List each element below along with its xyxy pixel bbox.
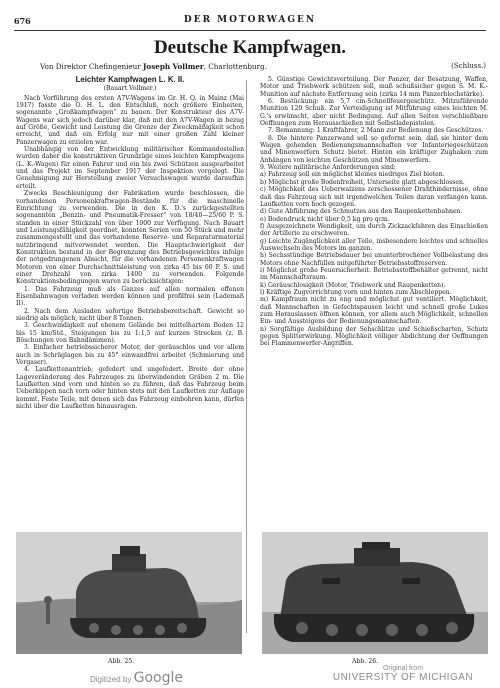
figure-caption: Abb. 25. bbox=[108, 658, 135, 665]
digitized-label: Digitized by bbox=[90, 675, 132, 684]
list-item: c) Möglichkeit des Ueberwalzens zerschossener Drahthindernisse, ohne daß das Fahrzeug sich mit irgendwelchen Teilen daran verfangen kann. Laufketten vorn hoch gezogen. bbox=[260, 186, 488, 208]
paragraph: 7. Bemannung: 1 Kraftfahrer, 2 Mann zur Bedienung des Geschützes. bbox=[268, 127, 484, 135]
tank-photo-1 bbox=[16, 532, 242, 654]
section-subheading: (Bauart Vollmer.) bbox=[103, 85, 157, 93]
byline-suffix: , Charlottenburg. bbox=[203, 62, 267, 71]
original-from-watermark bbox=[318, 665, 488, 683]
continuation-note: (Schluss.) bbox=[451, 62, 486, 70]
byline-prefix: Von Direktor Chefingenieur bbox=[40, 62, 144, 71]
section-heading: Leichter Kampfwagen L. K. II. bbox=[75, 75, 185, 84]
paragraph: Nach Vorführung des ersten A7V-Wagens im Gr. H. Q. in Mainz (Mai 1917) fasste die O. H. L. den Entschluß, noch größere Einheiten, sogenannte „Großkampfwagen“ zu bauen. Der Konstrukteur des A7V-Wagens war sich jedoch darüber klar, daß mit den A7V-Wagen in bezug auf Größe, Gewicht und Leistung die Grenze der Zweckmäßigkeit schon erreicht, und daß ein Erfolg nur mit einer großen Zahl kleiner Panzerwagen zu erzielen war. bbox=[16, 94, 244, 146]
running-head: DER MOTORWAGEN bbox=[183, 15, 317, 25]
list-item: l) Kräftige Zugvorrichtung vorn und hinten zum Abschleppen. bbox=[260, 288, 452, 296]
list-item: k) Geräuschlosigkeit (Motor, Triebwerk und Raupenketten). bbox=[260, 281, 446, 289]
paragraph: 3. Einfacher betriebssicherer Motor, der geräuschlos und vor allem auch in Schräglagen bis zu 45° einwandfrei arbeitet (Schmierung und Vergaser). bbox=[16, 344, 244, 367]
paragraph: 1. Das Fahrzeug muß als Ganzes auf allen normalen offenen Eisenbahnwagen verladen werden können und profilfrei sein (Lademaß II). bbox=[16, 285, 244, 308]
figure-photo-tank-side bbox=[16, 532, 242, 654]
list-item: d) Gute Abführung des Schmutzes aus den Raupenkettenbahnen. bbox=[260, 208, 463, 216]
paragraph: 5. Günstige Gewichtsverteilung. Der Panzer, der Besatzung, Waffen, Motor und Triebwerk schützen soll, muß schußsicher gegen S. M. K.-Munition auf nächste Entfernung sein (zirka 14 mm Panzerblechstärke). bbox=[260, 76, 488, 98]
byline-author: Joseph Vollmer bbox=[143, 62, 204, 71]
paragraph: Unabhängig von der Entwicklung militärischer Kommandostellen wurden daher die konstruktiven Grundzüge eines leichten Kampfwagens (L. K.-Wagen) für einen Fahrer und ein bis zwei Schützen ausgearbeitet und das Projekt im September 1917 der Inspektion vorgelegt. Die Genehmigung zur Herstellung zweier Versuchswagen wurde daraufhin erteilt. bbox=[16, 146, 244, 190]
list-item: n) Sorgfältige Ausbildung der Sehschlitze und Schießscharten, Schutz gegen Splitterwirkung. Möglichkeit völliger Abdichtung der Oeffnungen bei Flammenwerfer-Angriffen. bbox=[260, 325, 488, 348]
digitized-by-watermark bbox=[90, 670, 183, 686]
paragraph: 6. Bestückung: ein 5,7 cm-Schnellfeuergeschütz. Mitzuführende Munition 120 Schuß. Zur Verteidigung ist Mitführung eines leichten M. G.'s erwünscht, aber nicht Bedingung. Auf allen Seiten verschließbare Oeffnungen zum Herausschießen mit Selbstladepistolen. bbox=[260, 98, 488, 128]
right-column bbox=[260, 76, 488, 348]
tank-photo-2 bbox=[262, 532, 488, 654]
column-divider bbox=[246, 80, 247, 633]
paragraph: 3. Geschwindigkeit auf ebenem Gelände bei mittelhartem Boden 12 bis 15 km/Std., Steigungen bis zu 1:1,5 auf kurzen Strecken (z. B. Böschungen von Bahndämmen). bbox=[16, 322, 244, 345]
paragraph: 9. Weitere militärische Anforderungen sind: bbox=[260, 164, 396, 172]
figure-photo-tank-front bbox=[262, 532, 488, 654]
list-item: f) Ausgezeichnete Wendigkeit, um durch Zickzackfahren das Einschießen der Artillerie zu erschweren. bbox=[260, 222, 488, 238]
page-header bbox=[14, 14, 486, 31]
list-item: b) Möglichst große Bodenfreiheit, Unterseite glatt abgeschlossen. bbox=[260, 178, 465, 186]
paragraph: 4. Laufkettenantrieb, gefedert und ungefedert. Breite der ohne Lageveränderung des Fahrzeuges zu überwindenden Gräben 2 m. Die Laufketten sind vorn und hinten so zu führen, daß das Fahrzeug beim Ueberkippen nach vorn oder hinten stets mit den Laufketten zur Auflage kommt. Feste Teile, mit denen sich das Fahrzeug einbohren kann, dürfen nicht über die Laufketten hinausragen. bbox=[16, 366, 244, 411]
figure-caption: Abb. 26. bbox=[352, 658, 379, 665]
article-title: Deutsche Kampfwagen. bbox=[153, 37, 347, 58]
list-item: h) Sechsstündige Betriebsdauer bei ununterbrochener Vollbelastung des Motors ohne Nachfüllen mitgeführter Betriebsstoffreserven. bbox=[260, 252, 488, 267]
page-number: 676 bbox=[14, 16, 31, 26]
original-from-label: Original from bbox=[382, 665, 424, 672]
list-item: a) Fahrzeug soll ein möglichst kleines niedriges Ziel bieten. bbox=[260, 171, 445, 179]
byline bbox=[40, 62, 486, 71]
paragraph: 2. Nach dem Ausladen sofortige Betriebsbereitschaft. Gewicht so niedrig als möglich, nicht über 8 Tonnen. bbox=[16, 307, 244, 322]
list-item: m) Kampfraum nicht zu eng und möglichst gut ventiliert. Möglichkeit, daß Mannschaften in Gefechtspausen leicht und schnell große Lukes zum Herauslassen öffnen können, vor allem auch Möglichkeit, schnellen Ein- und Aussteigens der Bedienungsmannschaften. bbox=[260, 296, 488, 326]
list-item: i) Möglichst große Feuersicherheit. Betriebsstoffbehälter getrennt, nicht im Mannschaftsraum. bbox=[260, 266, 488, 282]
google-logo: Google bbox=[133, 670, 183, 686]
list-item: e) Bodendruck nicht über 0,5 kg pro qcm. bbox=[260, 215, 390, 223]
university-label: UNIVERSITY OF MICHIGAN bbox=[332, 672, 474, 683]
paragraph: Zwecks Beschleunigung der Fabrikation wurde beschlossen, die vorhandenen Personenkraftwagen-Bestände für die maschinelle Einrichtung zu verwenden. Die in den K. D.'s zurückgestellten sogenannten „Benzin- und Pneumatik-Fresser“ von 18/40—25/60 P. S. standen in einer Stückzahl von über 1000 zur Verfügung. Nach Bauart und Leistungsfähigkeit geordnet, konnten Serien von 50 Stück und mehr zusammengestellt und das vorhandene Reserve- und Reparaturmaterial nutzbringend mitverwendet werden. Die Hauptschwierigkeit der Konstruktion bestand in der Begrenzung des Betriebsgewichtes infolge der notgedrungenen Absicht, für die vorhandenen Personenkraftwagen Motoren von einer Durchschnittsleistung von zirka 45 bis 60 P. S. und einer Drehzahl von zirka 1400 zu verwenden. Folgende Konstruktionsbedingungen waren zu berücksichtigen: bbox=[16, 190, 244, 286]
left-column bbox=[16, 76, 244, 410]
list-item: g) Leichte Zugänglichkeit aller Teile, insbesondere leichtes und schnelles Auswechseln des Motors im ganzen. bbox=[260, 237, 488, 252]
paragraph: 8. Die hintere Panzerwand soll so geformt sein, daß sie hinter dem Wagen gehenden Bedienungsmannschaften vor Infanteriegeschützen und Minenwerfern Schutz bietet. Hinten ein kräftiger Zughaken zum Anhängen von leichten Geschützen und Minenwerfern. bbox=[260, 134, 488, 164]
